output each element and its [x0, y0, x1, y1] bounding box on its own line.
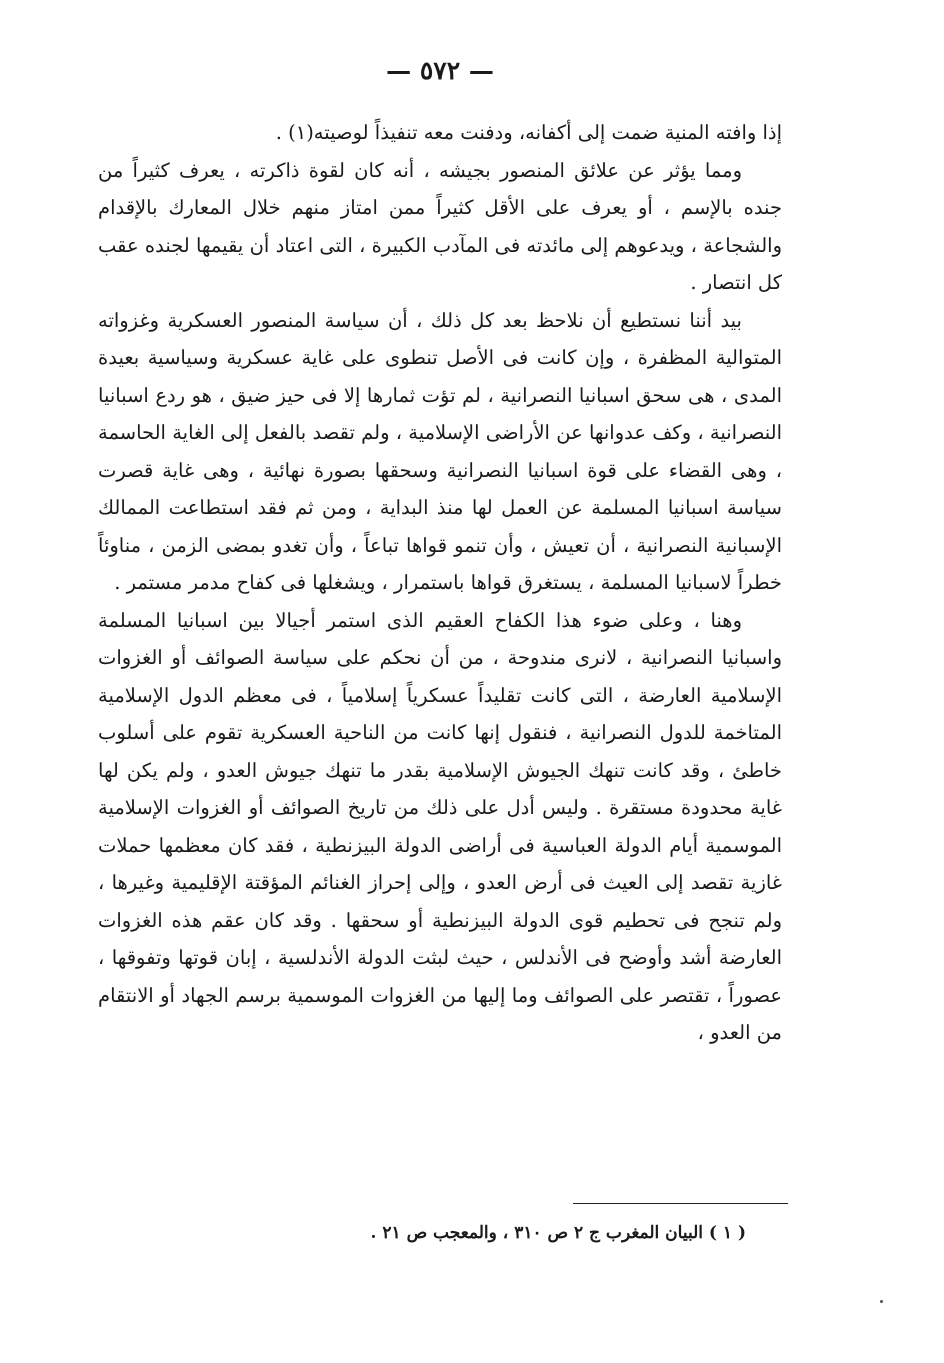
paragraph-3: بيد أننا نستطيع أن نلاحظ بعد كل ذلك ، أن سياسة المنصور العسكرية وغزواته المتوالية المظفرة ، وإن كانت فى الأصل تنطوى على غاية عسكرية وسياسية بعيدة المدى ، هى سحق اسبانيا النصرانية ، لم تؤت ثمارها إلا فى حيز ضيق ، هو ردع اسبانيا النصرانية ، وكف عدوانها عن الأراضى الإسلامية ، ولم تقصد بالفعل إلى الغاية الحاسمة ، وهى القضاء على قوة اسبانيا النصرانية وسحقها بصورة نهائية ، وهى غاية قصرت سياسة اسبانيا المسلمة عن العمل لها منذ البداية ، ومن ثم فقد استطاعت الممالك الإسبانية النصرانية ، أن تعيش ، وأن تنمو قواها تباعاً ، وأن تغدو بمضى الزمن ، مناوئاً خطراً لاسبانيا المسلمة ، يستغرق قواها باستمرار ، ويشغلها فى كفاح مدمر مستمر .	[98, 308, 782, 594]
scan-speck	[880, 1300, 883, 1303]
paragraph-2: ومما يؤثر عن علائق المنصور بجيشه ، أنه كان لقوة ذاكرته ، يعرف كثيراً من جنده بالإسم ، أو يعرف على الأقل كثيراً ممن امتاز منهم خلال المعارك بالإقدام والشجاعة ، ويدعوهم إلى مائدته فى المآدب الكبيرة ، التى اعتاد أن يقيمها لجنده عقب كل انتصار .	[98, 158, 782, 294]
footnote: ( ١ ) البيان المغرب ج ٢ ص ٣١٠ ، والمعجب ص ٢١ .	[370, 1223, 746, 1243]
footnote-divider	[573, 1203, 788, 1204]
body-text	[98, 114, 782, 1052]
page-number: — ٥٧٢ —	[386, 56, 494, 85]
paragraph-4: وهنا ، وعلى ضوء هذا الكفاح العقيم الذى استمر أجيالا بين اسبانيا المسلمة واسبانيا النصرانية ، لانرى مندوحة ، من أن نحكم على سياسة الصوائف أو الغزوات الإسلامية العارضة ، التى كانت تقليداً عسكرياً إسلامياً ، فى معظم الدول الإسلامية المتاخمة للدول النصرانية ، فنقول إنها كانت من الناحية العسكرية تقوم على أسلوب خاطئ ، وقد كانت تنهك الجيوش الإسلامية بقدر ما تنهك جيوش العدو ، ولم يكن لها غاية محدودة مستقرة . وليس أدل على ذلك من تاريخ الصوائف أو الغزوات الإسلامية الموسمية أيام الدولة العباسية فى أراضى الدولة البيزنطية ، فقد كان معظمها حملات غازية تقصد إلى العيث فى أرض العدو ، وإلى إحراز الغنائم المؤقتة الإقليمية وغيرها ، ولم تنجح فى تحطيم قوى الدولة البيزنطية أو سحقها . وقد كان عقم هذه الغزوات العارضة أشد وأوضح فى الأندلس ، حيث لبثت الدولة الأندلسية ، إبان قوتها وتفوقها ، عصوراً ، تقتصر على الصوائف وما إليها من الغزوات الموسمية برسم الجهاد أو الانتقام من العدو ،	[98, 608, 782, 1044]
paragraph-1: إذا وافته المنية ضمت إلى أكفانه، ودفنت معه تنفيذاً لوصيته(١) .	[275, 121, 782, 144]
